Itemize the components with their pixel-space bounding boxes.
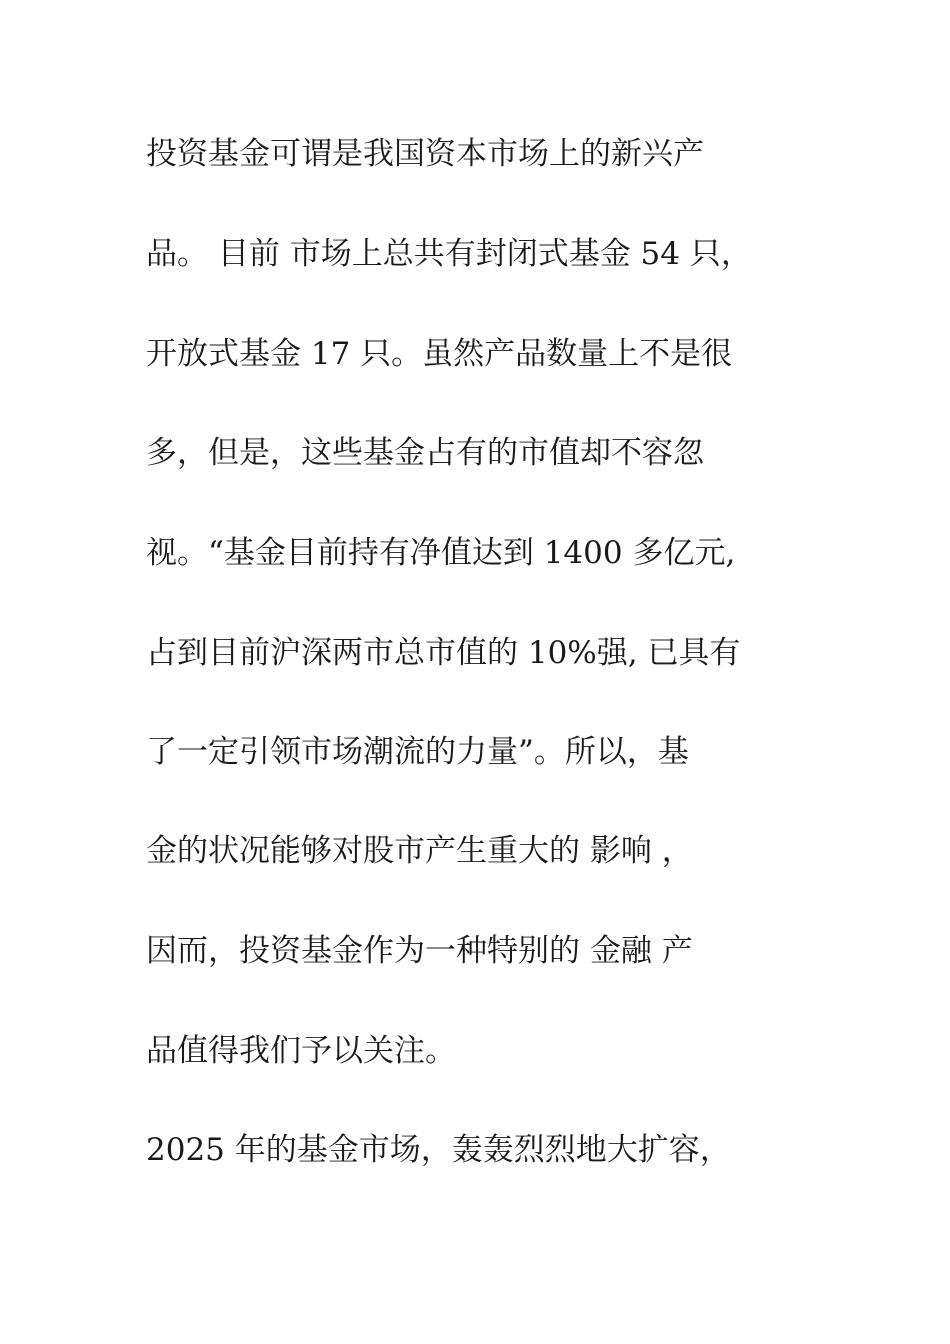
paragraph-1-line-4: 多，但是，这些基金占有的市值却不容忽 [146,435,704,471]
paragraph-2-line-1: 2025 年的基金市场，轰轰烈烈地大扩容， [146,1132,731,1168]
paragraph-1-line-10: 品值得我们予以关注。 [146,1033,456,1069]
paragraph-1-line-1: 投资基金可谓是我国资本市场上的新兴产 [146,136,704,172]
paragraph-1-line-3: 开放式基金 17 只。虽然产品数量上不是很 [146,336,733,372]
paragraph-1-line-8: 金的状况能够对股市产生重大的 影响 ， [146,833,693,869]
paragraph-1-line-6: 占到目前沪深两市总市值的 10%强, 已具有 [146,635,741,671]
paragraph-1-line-9: 因而，投资基金作为一种特别的 金融 产 [146,933,693,969]
paragraph-1-line-7: 了一定引领市场潮流的力量”。所以，基 [146,734,689,770]
paragraph-1-line-5: 视。“基金目前持有净值达到 1400 多亿元, [146,535,736,571]
paragraph-1-line-2: 品。 目前 市场上总共有封闭式基金 54 只， [146,236,752,272]
